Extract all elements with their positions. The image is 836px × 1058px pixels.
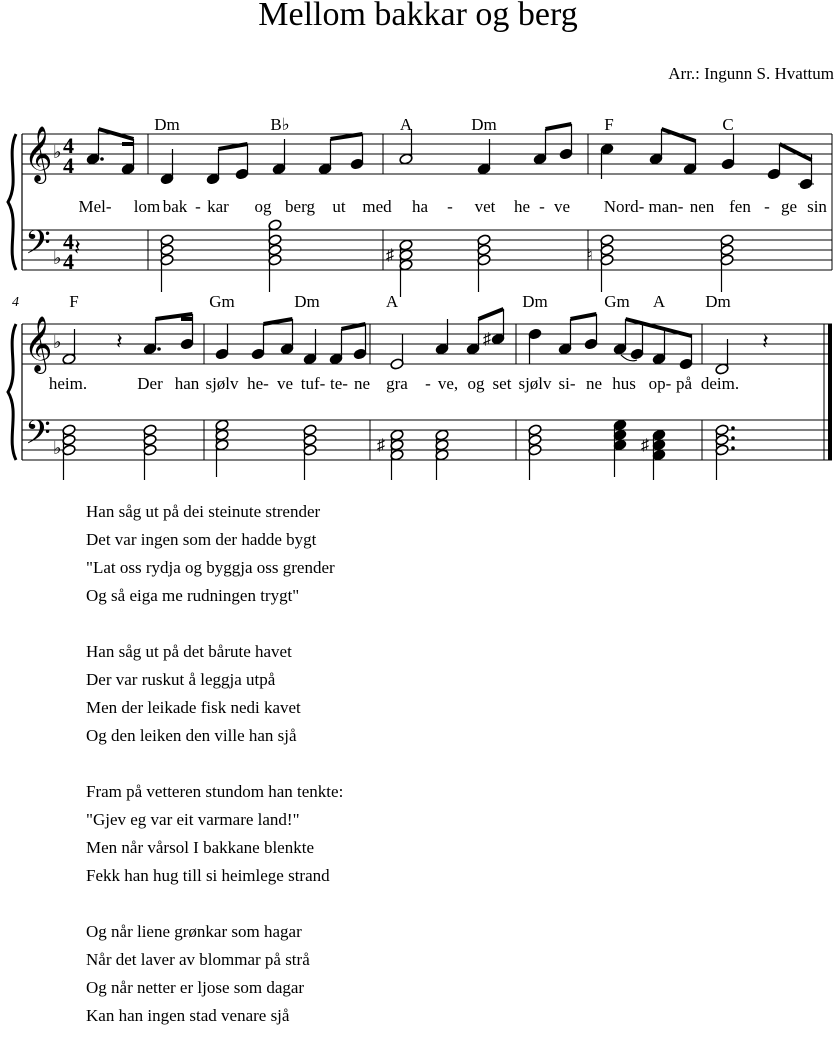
chord-symbol: Dm [471,115,497,134]
brace [8,134,16,270]
lyric-syllable: med [362,197,392,216]
bass-clef-icon: 𝄢 [25,414,51,459]
verse-line: Når det laver av blommar på strå [86,950,310,969]
lyric-syllable: lom [133,197,161,216]
beam [219,144,248,149]
verse-line: Og når liene grønkar som hagar [86,922,302,941]
lyric-syllable: - [195,197,201,216]
dot [157,347,161,351]
chord-symbol: A [385,292,399,311]
dot [731,446,735,450]
lyric-syllable: bak [162,197,188,216]
verse-line: Men når vårsol I bakkane blenkte [86,838,314,857]
lyric-syllable: han [174,374,200,393]
lyric-syllable: ne [585,374,603,393]
chord-symbol: Gm [604,292,630,311]
lyric-syllable: ve [553,197,571,216]
chord-symbol: F [69,292,79,311]
time-signature-icon: 4 [63,133,74,158]
lyric-syllable: Der [137,374,163,393]
lyric-syllable: kar [207,197,229,216]
accidental-icon: ♯ [386,247,394,264]
verse-line: Han såg ut på dei steinute strender [86,502,321,521]
stanza [86,778,343,890]
lyric-syllable: te- [330,374,348,393]
lyric-syllable: sjølv [518,374,552,393]
verse-line: Det var ingen som der hadde bygt [86,530,317,549]
brace [8,324,16,460]
chord-symbol: Dm [705,292,731,311]
beam [331,134,363,139]
lyric-syllable: hus [612,374,636,393]
arranger-credit: Arr.: Ingunn S. Hvattum [668,64,834,83]
beam [264,319,293,324]
notation [12,124,814,480]
lyric-syllable: Nord- [603,197,645,216]
lyric-syllable: sin [807,197,827,216]
dot [731,436,735,440]
lyric-syllable: he- [247,374,269,393]
lyric-syllable: nen [689,197,715,216]
time-signature-icon: 4 [63,229,74,254]
lyric-syllable: ve, [437,374,459,393]
lyric-syllable: - [539,197,545,216]
lyric-syllable: og [254,197,272,216]
beam [342,324,366,329]
chord-symbol: F [604,115,614,134]
verses [86,498,343,1058]
time-signature-icon: 4 [63,153,74,178]
lyric-syllable: - [447,197,453,216]
stanza [86,638,343,750]
lyric-syllable: ha [411,197,429,216]
flat-icon: ♭ [53,248,62,268]
flat-icon: ♭ [53,438,62,458]
verse-line: Fram på vetteren stundom han tenkte: [86,782,344,801]
music-score [0,0,836,480]
verse-line: Og den leiken den ville han sjå [86,726,297,745]
stanza [86,498,343,610]
dot [731,426,735,430]
lyric-syllable: he [513,197,531,216]
lyric-syllable: på [675,374,693,393]
lyric-syllable: deim. [700,374,740,393]
lyric-syllable: op- [648,374,672,393]
beam [546,124,572,129]
bass-clef-icon: 𝄢 [25,224,51,269]
lyric-syllable: - [764,197,770,216]
stanza [86,918,343,1030]
verse-line: "Lat oss rydja og byggja oss grender [86,558,335,577]
quarter-rest-icon: 𝄽 [116,329,123,354]
dot [100,157,104,161]
lyric-syllable: ve [276,374,294,393]
lyric-syllable: man- [648,197,684,216]
verse-line: Kan han ingen stad venare sjå [86,1006,290,1025]
chord-symbol: A [652,292,666,311]
accidental-icon: ♯ [483,331,491,348]
quarter-rest-icon: 𝄽 [762,329,769,354]
beam [571,314,597,319]
lyric-syllable: Mel- [78,197,112,216]
lyric-syllable: si- [558,374,576,393]
chord-symbol: Dm [294,292,320,311]
verse-line: Og når netter er ljose som dagar [86,978,305,997]
lyric-syllable: vet [474,197,496,216]
quarter-rest-icon: 𝄽 [74,235,81,260]
measure-number: 4 [12,295,19,310]
lyric-syllable: berg [285,197,315,216]
chord-symbol: C [722,115,734,134]
lyric-syllable: gra [386,374,408,393]
lyric-syllable: og [467,374,485,393]
chord-symbol: Dm [154,115,180,134]
chord-symbol: B♭ [270,115,290,134]
chord-symbol: Gm [209,292,235,311]
lyric-syllable: fen [729,197,751,216]
verse-line: "Gjev eg var eit varmare land!" [86,810,300,829]
accidental-icon: ♮ [587,247,593,264]
chord-symbol: A [399,115,413,134]
lyric-syllable: - [425,374,431,393]
final-barline [828,324,832,460]
flat-icon: ♭ [53,332,62,352]
page-title: Mellom bakkar og berg [258,0,578,33]
lyric-syllable: set [492,374,512,393]
beam [662,129,696,141]
accidental-icon: ♯ [377,437,385,454]
lyric-syllable: ge [780,197,798,216]
time-signature-icon: 4 [63,249,74,274]
lyric-syllable: tuf- [300,374,326,393]
lyric-syllable: ne [353,374,371,393]
treble-clef-icon: 𝄞 [24,318,53,371]
verse-line: Og så eiga me rudningen trygt" [86,586,300,605]
lyric-syllable: sjølv [205,374,239,393]
flat-icon: ♭ [53,142,62,162]
lyric-syllable: ut [332,197,346,216]
accidental-icon: ♯ [641,437,649,454]
verse-line: Men der leikade fisk nedi kavet [86,698,301,717]
lyric-syllable: heim. [48,374,88,393]
treble-clef-icon: 𝄞 [24,128,53,181]
chord-symbol: Dm [522,292,548,311]
beam [479,309,504,319]
beam [626,319,692,336]
verse-line: Der var ruskut å leggja utpå [86,670,276,689]
verse-line: Fekk han hug till si heimlege strand [86,866,330,885]
verse-line: Han såg ut på det bårute havet [86,642,292,661]
beam [780,144,812,160]
